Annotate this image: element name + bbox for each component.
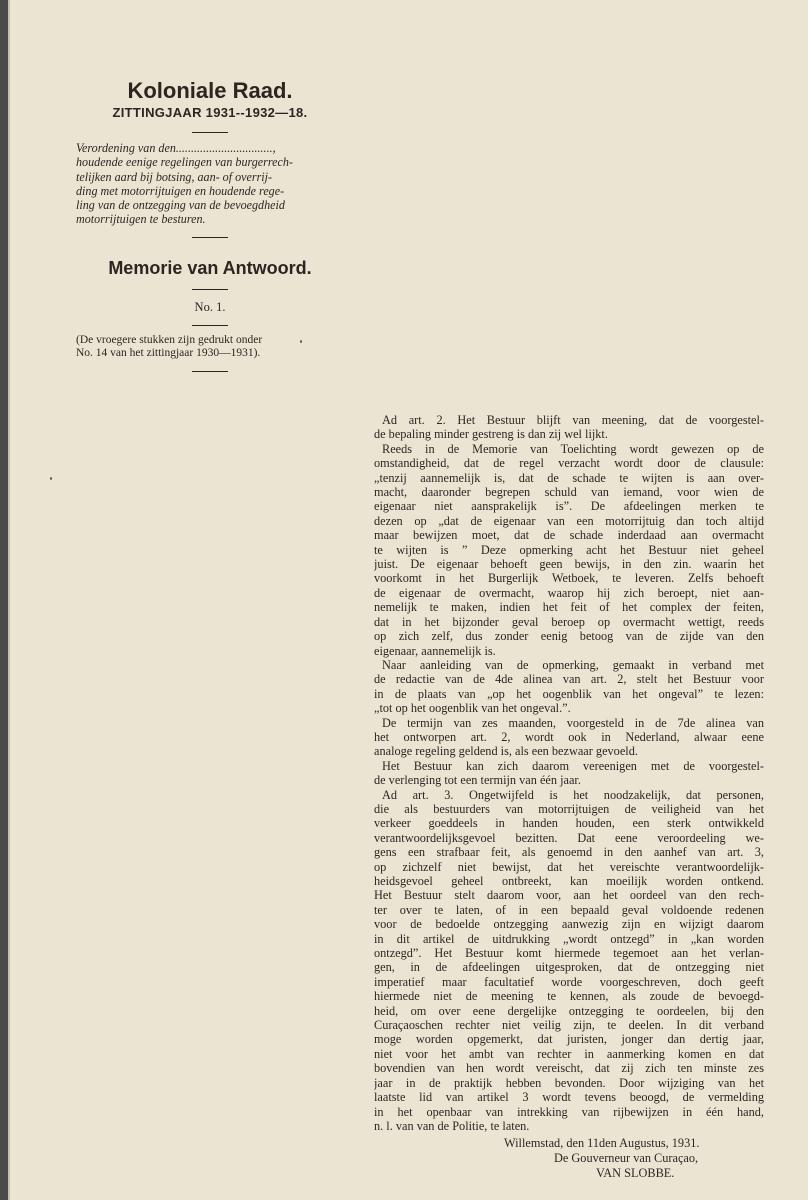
body-line: „tot op het oogenblik van het ongeval.”.: [374, 701, 571, 716]
body-line: „tenzij aannemelijk is, dat de schade te wijten is aan over-: [374, 470, 764, 485]
signature-office: De Gouverneur van Curaçao,: [554, 1151, 699, 1166]
body-line: de redactie van de 4de alinea van art. 2, stelt het Bestuur voor: [374, 672, 764, 687]
divider: [192, 237, 228, 238]
body-line: Het Bestuur kan zich daarom vereenigen met de voorgestel-: [382, 758, 764, 773]
reference-note-line: No. 14 van het zittingjaar 1930—1931).: [76, 347, 261, 360]
body-line: ter over te laten, of in een bepaald geval voldoende redenen: [374, 902, 764, 917]
body-line: maar bewijzen moet, dat de schade inderdaad aan overmacht: [374, 528, 764, 543]
body-text: [374, 413, 764, 1181]
document-number: No. 1.: [194, 299, 226, 314]
divider: [192, 289, 228, 290]
body-line: laatste lid van artikel 3 wordt tevens beoogd, de vermelding: [374, 1090, 764, 1105]
document-page: [8, 0, 808, 1200]
body-line: gen, in de afdeelingen uitgesproken, dat de ontzegging niet: [374, 960, 764, 975]
reference-note-line: (De vroegere stukken zijn gedrukt onder: [76, 333, 263, 346]
body-line: heidsgevoel geheel ontbreekt, kan moeilijk worden ontkend.: [374, 874, 764, 888]
page-title: Koloniale Raad.: [127, 78, 293, 103]
body-line: dezen op „dat de eigenaar van een motorrijtuig dan toch altijd: [374, 513, 764, 528]
print-speck: [50, 477, 52, 480]
divider: [192, 325, 228, 326]
print-speck: [300, 340, 302, 343]
body-line: eigenaar niet aansprakelijk is”. De afdeelingen merken te: [374, 499, 764, 514]
ordinance-title-line: motorrijtuigen te besturen.: [76, 212, 206, 227]
body-line: te wijten is ” Deze opmerking acht het Bestuur niet geheel: [374, 542, 764, 557]
reference-note: [76, 334, 344, 361]
body-line: De termijn van zes maanden, voorgesteld in de 7de alinea van: [382, 715, 764, 730]
header-block: [76, 78, 344, 380]
body-paragraphs: [374, 413, 764, 1133]
body-line: jaar in de praktijk hebben bevonden. Door wijziging van het: [374, 1075, 764, 1090]
body-line: hiermede niet de meening te kennen, als zoude de bevoegd-: [374, 989, 764, 1004]
ordinance-title-line: ding met motorrijtuigen en houdende rege-: [76, 183, 285, 198]
body-line: nemelijk te maken, indien het feit of het complex der feiten,: [374, 600, 764, 615]
body-line: ontzegd”. Het Bestuur komt hiermede tegemoet aan het verlan-: [374, 946, 764, 961]
body-line: eigenaar, aannemelijk is.: [374, 643, 496, 658]
body-line: de bepaling minder gestreng is dan zij wel lijkt.: [374, 427, 608, 442]
body-line: de verlenging tot een termijn van één jaar.: [374, 773, 581, 788]
body-line: Ad art. 2. Het Bestuur blijft van meening, dat de voorgestel-: [382, 413, 764, 427]
body-line: Het Bestuur stelt daarom voor, aan het oordeel van den rech-: [374, 888, 764, 903]
body-line: niet voor het ambt van rechter in aanmerking komen en dat: [374, 1046, 764, 1061]
body-line: in het openbaar van intrekking van rijbewijzen in één hand,: [374, 1104, 764, 1119]
body-line: voorkomt in het Burgerlijk Wetboek, te leveren. Zelfs behoeft: [374, 571, 764, 586]
ordinance-title-line: houdende eenige regelingen van burgerrech-: [76, 155, 293, 170]
body-line: verkeer goeddeels in handen houden, een sterk ontwikkeld: [374, 816, 764, 831]
section-title: Memorie van Antwoord.: [108, 257, 312, 278]
body-line: bovendien van hen wordt vereischt, dat zij zich ten minste zes: [374, 1061, 764, 1076]
body-line: verantwoordelijksgevoel bezitten. Dat eene veroordeeling we-: [374, 830, 764, 845]
body-line: in dit artikel de uitdrukking „wordt ontzegd” in „kan worden: [374, 931, 764, 946]
session-year: ZITTINGJAAR 1931--1932—18.: [112, 105, 308, 120]
ordinance-title-line: ling van de ontzegging van de bevoegdheid: [76, 198, 285, 213]
signature-place-date: Willemstad, den 11den Augustus, 1931.: [504, 1136, 700, 1151]
body-line: op zich zelf, dus zonder eenig betoog van de zijde van den: [374, 629, 764, 644]
body-line: Reeds in de Memorie van Toelichting wordt gewezen op de: [382, 441, 764, 456]
body-line: op zichzelf niet bewijst, dat het vereischte verantwoordelijk-: [374, 859, 764, 874]
body-line: gens een strafbaar feit, als genoemd in den aanhef van art. 3,: [374, 845, 764, 860]
divider: [192, 371, 228, 372]
body-line: in de plaats van „op het oogenblik van het ongeval” te lezen:: [374, 686, 764, 701]
body-line: die als bestuurders van motorrijtuigen de veiligheid van het: [374, 801, 764, 816]
body-line: moge worden opgemerkt, dat juristen, jonger dan dertig jaar,: [374, 1032, 764, 1047]
body-line: voor de bedoelde ontzegging aanwezig zijn en wijzigt daarom: [374, 917, 764, 932]
divider: [192, 132, 228, 133]
body-line: omstandigheid, dat de regel verzacht wordt door de clausule:: [374, 456, 764, 471]
body-line: Curaçaoschen rechter niet veilig zijn, te deelen. In dit verband: [374, 1018, 764, 1033]
signature-name: VAN SLOBBE.: [596, 1166, 675, 1181]
ordinance-title-line: Verordening van den................................,: [76, 141, 276, 155]
body-line: macht, daaronder begrepen schuld van iemand, voor wien de: [374, 485, 764, 500]
body-line: heid, om over eene dergelijke ontzegging te oordeelen, bij den: [374, 1003, 764, 1018]
body-line: dat in het bijzonder geval beroep op overmacht wettigt, reeds: [374, 614, 764, 629]
body-line: de eigenaar de overmacht, waarop hij zich beroept, niet aan-: [374, 585, 764, 600]
ordinance-title: [76, 141, 344, 227]
body-line: analoge regeling geldend is, als een bezwaar gevoeld.: [374, 744, 638, 759]
body-line: Naar aanleiding van de opmerking, gemaakt in verband met: [382, 657, 764, 672]
body-line: juist. De eigenaar behoeft geen bewijs, in den zin. waarin het: [374, 557, 764, 572]
body-line: Ad art. 3. Ongetwijfeld is het noodzakelijk, dat personen,: [382, 787, 764, 802]
body-line: imperatief maar facultatief worde voorgeschreven, doch geeft: [374, 974, 764, 989]
body-line: het ontworpen art. 2, wordt ook in Nederland, alwaar eene: [374, 729, 764, 744]
ordinance-title-line: telijken aard bij botsing, aan- of overrij-: [76, 169, 273, 184]
body-line: n. l. van van de Politie, te laten.: [374, 1118, 530, 1133]
